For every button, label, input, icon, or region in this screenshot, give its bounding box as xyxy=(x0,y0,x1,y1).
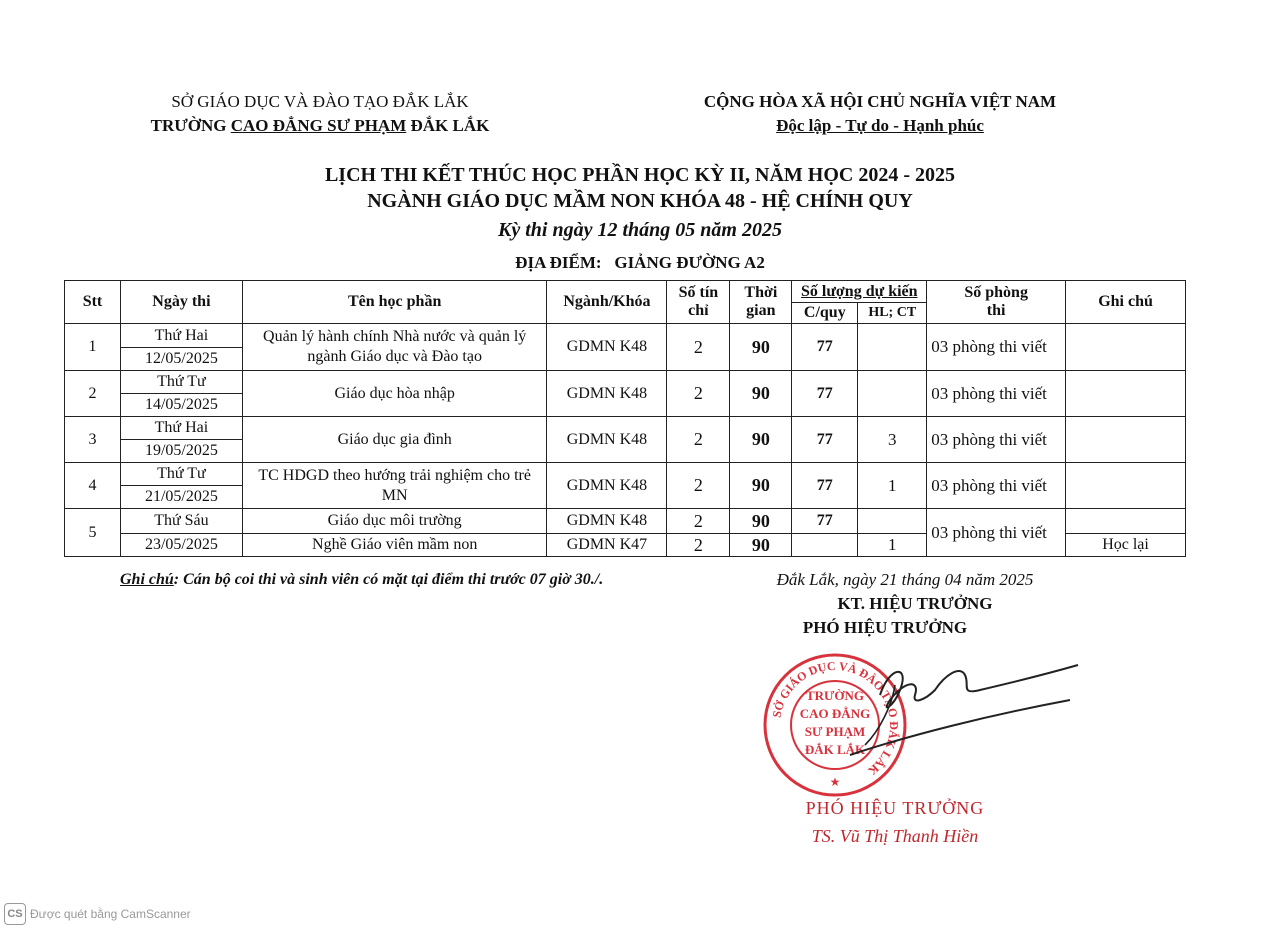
footer-note: Ghi chú: Cán bộ coi thi và sinh viên có mặt tại điểm thi trước 07 giờ 30./. xyxy=(120,571,604,588)
col-note: Ghi chú xyxy=(1066,281,1186,324)
table-row: 23/05/2025 Nghề Giáo viên mầm non GDMN K47 2 90 1 Học lại xyxy=(65,534,1186,557)
col-hlct: HL; CT xyxy=(858,303,927,324)
sign-authority: KT. HIỆU TRƯỞNG xyxy=(837,594,993,613)
header-right xyxy=(660,90,1100,138)
table-row: 5 Thứ Sáu Giáo dục môi trường GDMN K48 2 90 77 03 phòng thi viết xyxy=(65,509,1186,534)
col-date: Ngày thi xyxy=(120,281,242,324)
svg-text:SƯ PHẠM: SƯ PHẠM xyxy=(804,724,866,739)
col-cquy: C/quy xyxy=(792,303,858,324)
doc-title: LỊCH THI KẾT THÚC HỌC PHẦN HỌC KỲ II, NĂM HỌC 2024 - 2025 xyxy=(324,164,956,186)
signer-name: TS. Vũ Thị Thanh Hiền xyxy=(811,826,979,846)
table-row: 4 Thứ Tư TC HDGD theo hướng trải nghiệm cho trẻ MN GDMN K48 2 90 77 1 03 phòng thi viết xyxy=(65,463,1186,486)
svg-text:★: ★ xyxy=(829,775,841,789)
place-date: Đắk Lắk, ngày 21 tháng 04 năm 2025 xyxy=(776,570,1034,589)
sign-position: PHÓ HIỆU TRƯỞNG xyxy=(802,618,968,637)
col-stt: Stt xyxy=(65,281,121,324)
col-time: Thời gian xyxy=(730,281,792,324)
scanner-text: Được quét bằng CamScanner xyxy=(30,907,191,921)
national-title: CỘNG HÒA XÃ HỘI CHỦ NGHĨA VIỆT NAM xyxy=(703,92,1057,111)
exam-schedule-table: Stt Ngày thi Tên học phần Ngành/Khóa Số tín chỉ Thời gian Số lượng dự kiến Số phòng thi Ghi chú C/quy HL; CT 1 Thứ Hai Quản lý hành chính Nhà nước và quản lý ngành Giáo dục và Đào tạo GDMN K48 2 90 77 03 phòng thi viết 12/05/2025 2 Thứ Tư Giáo dục hòa nhập GDMN K48 2 90 77 03 phòng thi viết 14/05/2025 3 Thứ Hai Giáo dục gia đình GDMN K48 2 90 77 3 03 phòng thi viết 19/05/2025 4 Thứ Tư TC HDGD theo hướng trải nghiệm cho trẻ MN GDMN K48 2 90 77 1 03 phòng thi viết 21/05/2025 5 Thứ Sáu Giáo dục môi trường GDMN K48 2 90 77 03 phòng thi viết 23/05/2025 Nghề Giáo viên mầm non GDMN K47 2 90 1 Học lại xyxy=(64,280,1186,557)
national-motto: Độc lập - Tự do - Hạnh phúc xyxy=(776,116,984,135)
col-course: Tên học phần xyxy=(242,281,547,324)
handwritten-signature xyxy=(820,645,1090,765)
exam-date-line: Kỳ thi ngày 12 tháng 05 năm 2025 xyxy=(498,219,782,241)
signer-title: PHÓ HIỆU TRƯỞNG xyxy=(805,798,985,818)
doc-subtitle: NGÀNH GIÁO DỤC MẦM NON KHÓA 48 - HỆ CHÍNH QUY xyxy=(367,190,913,212)
exam-location: ĐỊA ĐIỂM: GIẢNG ĐƯỜNG A2 xyxy=(515,253,765,272)
svg-text:CAO ĐẲNG: CAO ĐẲNG xyxy=(799,706,871,721)
svg-text:SỞ GIÁO DỤC VÀ ĐÀO TẠO ĐẮK LẮK: SỞ GIÁO DỤC VÀ ĐÀO TẠO ĐẮK LẮK xyxy=(769,658,902,779)
table-row: 3 Thứ Hai Giáo dục gia đình GDMN K48 2 90 77 3 03 phòng thi viết xyxy=(65,417,1186,440)
col-rooms: Số phòng thi xyxy=(927,281,1066,324)
scanner-watermark xyxy=(4,903,191,925)
camscanner-icon: CS xyxy=(4,903,26,925)
svg-text:TRƯỜNG: TRƯỜNG xyxy=(805,688,865,703)
svg-text:ĐẮK LẮK: ĐẮK LẮK xyxy=(804,742,866,757)
col-expected: Số lượng dự kiến xyxy=(792,281,927,303)
header-left xyxy=(110,90,530,138)
table-row: 2 Thứ Tư Giáo dục hòa nhập GDMN K48 2 90 77 03 phòng thi viết xyxy=(65,371,1186,394)
department-name: SỞ GIÁO DỤC VÀ ĐÀO TẠO ĐẮK LẮK xyxy=(171,92,469,111)
school-name: TRƯỜNG CAO ĐẲNG SƯ PHẠM ĐẮK LẮK xyxy=(150,116,490,135)
col-credits: Số tín chỉ xyxy=(667,281,730,324)
col-major: Ngành/Khóa xyxy=(547,281,667,324)
table-row: 1 Thứ Hai Quản lý hành chính Nhà nước và quản lý ngành Giáo dục và Đào tạo GDMN K48 2 90 77 03 phòng thi viết xyxy=(65,324,1186,348)
